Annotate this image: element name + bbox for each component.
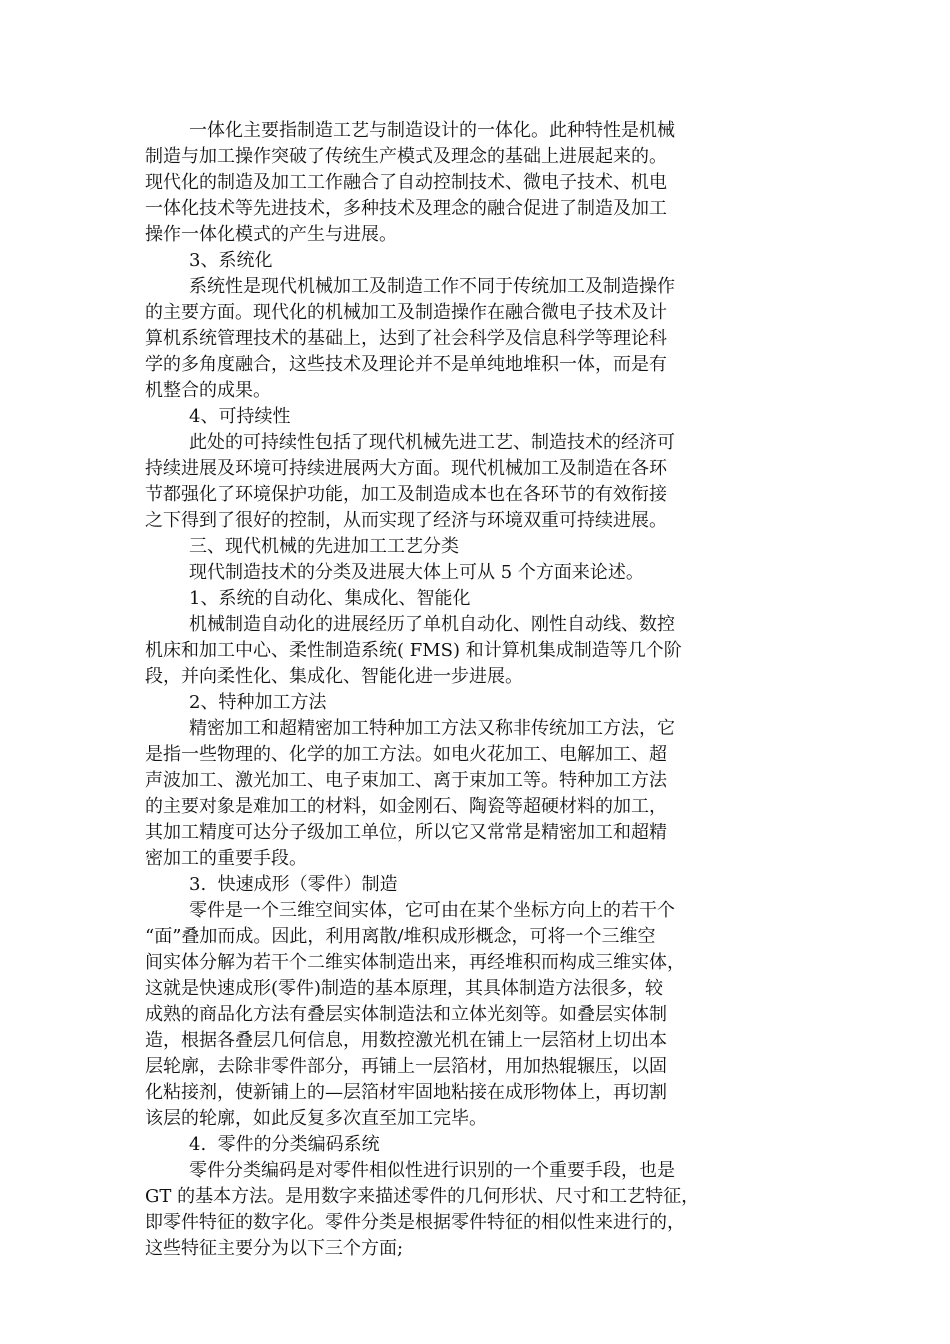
text-line: 之下得到了很好的控制，从而实现了经济与环境双重可持续进展。 — [145, 510, 667, 531]
text-line: 的主要方面。现代化的机械加工及制造操作在融合微电子技术及计 — [145, 302, 667, 323]
text-line: 3、系统化 — [189, 250, 273, 271]
text-line: GT 的基本方法。是用数字来描述零件的几何形状、尺寸和工艺特征， — [145, 1186, 700, 1207]
text-line: 其加工精度可达分子级加工单位，所以它又常常是精密加工和超精 — [145, 822, 667, 843]
text-line: 此处的可持续性包括了现代机械先进工艺、制造技术的经济可 — [189, 432, 675, 453]
document-body — [145, 118, 810, 1262]
text-line: 4. 零件的分类编码系统 — [189, 1134, 380, 1155]
text-line: 持续进展及环境可持续进展两大方面。现代机械加工及制造在各环 — [145, 458, 667, 479]
text-line: 精密加工和超精密加工特种加工方法又称非传统加工方法，它 — [189, 718, 675, 739]
text-line: 制造与加工操作突破了传统生产模式及理念的基础上进展起来的。 — [145, 146, 667, 167]
text-line: 现代化的制造及加工工作融合了自动控制技术、微电子技术、机电 — [145, 172, 667, 193]
text-line: 是指一些物理的、化学的加工方法。如电火花加工、电解加工、超 — [145, 744, 667, 765]
text-line: 1、系统的自动化、集成化、智能化 — [189, 588, 471, 609]
text-line: 的主要对象是难加工的材料，如金刚石、陶瓷等超硬材料的加工， — [145, 796, 667, 817]
text-line: 现代制造技术的分类及进展大体上可从 5 个方面来论述。 — [189, 562, 644, 583]
text-line: 该层的轮廓，如此反复多次直至加工完毕。 — [145, 1108, 487, 1129]
text-line: 一体化主要指制造工艺与制造设计的一体化。此种特性是机械 — [189, 120, 675, 141]
text-line: 三、现代机械的先进加工工艺分类 — [189, 536, 459, 557]
text-line: 零件分类编码是对零件相似性进行识别的一个重要手段，也是 — [189, 1160, 675, 1181]
text-line: 机床和加工中心、柔性制造系统( FMS) 和计算机集成制造等几个阶 — [145, 640, 682, 661]
text-line: 节都强化了环境保护功能，加工及制造成本也在各环节的有效衔接 — [145, 484, 667, 505]
text-line: 化粘接剂，使新铺上的—层箔材牢固地粘接在成形物体上，再切割 — [145, 1082, 667, 1103]
text-line: 这些特征主要分为以下三个方面; — [145, 1238, 404, 1259]
text-line: 4、可持续性 — [189, 406, 291, 427]
text-line: 学的多角度融合，这些技术及理论并不是单纯地堆积一体，而是有 — [145, 354, 667, 375]
text-line: 零件是一个三维空间实体，它可由在某个坐标方向上的若干个 — [189, 900, 675, 921]
text-line: 间实体分解为若干个二维实体制造出来，再经堆积而构成三维实体， — [145, 952, 685, 973]
text-line: “面”叠加而成。因此，利用离散/堆积成形概念，可将一个三维空 — [145, 926, 656, 947]
text-line: 成熟的商品化方法有叠层实体制造法和立体光刻等。如叠层实体制 — [145, 1004, 667, 1025]
text-line: 3. 快速成形（零件）制造 — [189, 874, 398, 895]
text-line: 层轮廓，去除非零件部分，再铺上一层箔材，用加热辊辗压，以固 — [145, 1056, 667, 1077]
text-line: 2、特种加工方法 — [189, 692, 327, 713]
text-line: 声波加工、激光加工、电子束加工、离于束加工等。特种加工方法 — [145, 770, 667, 791]
text-line: 系统性是现代机械加工及制造工作不同于传统加工及制造操作 — [189, 276, 675, 297]
text-line: 这就是快速成形(零件)制造的基本原理，其具体制造方法很多，较 — [145, 978, 664, 999]
text-line: 机整合的成果。 — [145, 380, 271, 401]
text-line: 密加工的重要手段。 — [145, 848, 307, 869]
text-line: 段，并向柔性化、集成化、智能化进一步进展。 — [145, 666, 523, 687]
text-line: 操作一体化模式的产生与进展。 — [145, 224, 397, 245]
text-line: 算机系统管理技术的基础上，达到了社会科学及信息科学等理论科 — [145, 328, 667, 349]
text-line: 一体化技术等先进技术，多种技术及理念的融合促进了制造及加工 — [145, 198, 667, 219]
text-line: 造，根据各叠层几何信息，用数控激光机在铺上一层箔材上切出本 — [145, 1030, 667, 1051]
text-line: 机械制造自动化的进展经历了单机自动化、刚性自动线、数控 — [189, 614, 675, 635]
text-line: 即零件特征的数字化。零件分类是根据零件特征的相似性来进行的， — [145, 1212, 685, 1233]
